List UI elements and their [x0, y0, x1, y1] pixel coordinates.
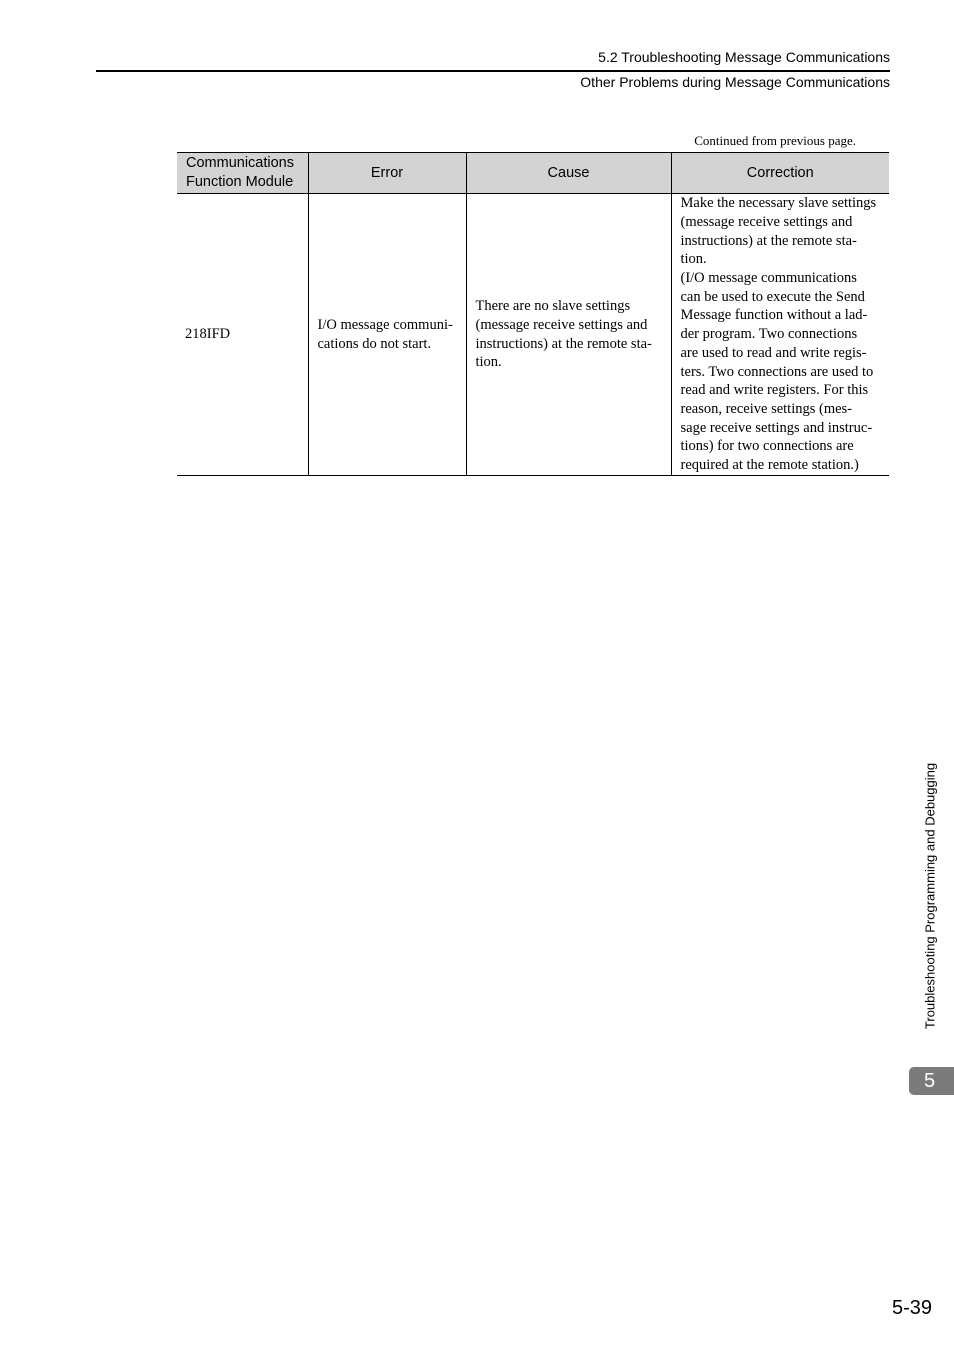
text-line: (I/O message communications	[680, 270, 857, 287]
column-header-module-line: Communications	[186, 155, 294, 171]
header-rule	[96, 70, 890, 72]
text-line: can be used to execute the Send	[680, 288, 865, 305]
column-header-module	[177, 153, 308, 194]
column-header-module-line: Function Module	[186, 174, 294, 190]
text-line: Make the necessary slave settings	[680, 195, 877, 212]
text-line: instructions) at the remote sta-	[475, 335, 652, 352]
text-line: required at the remote station.)	[680, 457, 859, 474]
text-line: tions) for two connections are	[680, 438, 854, 455]
text-line: are used to read and write regis-	[680, 344, 867, 361]
text-line: reason, receive settings (mes-	[680, 400, 853, 417]
text-line: (message receive settings and	[475, 316, 648, 333]
chapter-number-tab: 5	[909, 1067, 954, 1095]
chapter-side-title: Troubleshooting Programming and Debugging	[922, 762, 938, 1030]
text-line: read and write registers. For this	[680, 382, 869, 399]
text-line: der program. Two connections	[680, 326, 858, 343]
text-line: (message receive settings and	[680, 213, 853, 230]
column-header-error: Error	[308, 153, 466, 194]
text-line: tion.	[680, 251, 707, 268]
running-header-section: 5.2 Troubleshooting Message Communications	[598, 49, 890, 65]
text-line: cations do not start.	[317, 335, 432, 352]
cell-module: 218IFD	[177, 194, 308, 476]
column-header-cause: Cause	[466, 153, 671, 194]
troubleshooting-table	[177, 152, 889, 476]
cell-error	[308, 194, 466, 476]
table-header-row	[177, 153, 889, 194]
text-line: tion.	[475, 354, 502, 371]
text-line: Message function without a lad-	[680, 307, 868, 324]
table-row	[177, 194, 889, 476]
text-line: instructions) at the remote sta-	[680, 232, 857, 249]
cell-correction	[671, 194, 889, 476]
continued-note: Continued from previous page.	[694, 133, 856, 148]
page-number: 5-39	[891, 1297, 932, 1319]
text-line: There are no slave settings	[475, 298, 631, 315]
text-line: ters. Two connections are used to	[680, 363, 874, 380]
text-line: I/O message communi-	[317, 316, 453, 333]
running-header-subsection: Other Problems during Message Communications	[580, 74, 890, 90]
column-header-correction: Correction	[671, 153, 889, 194]
text-line: sage receive settings and instruc-	[680, 419, 873, 436]
cell-cause	[466, 194, 671, 476]
